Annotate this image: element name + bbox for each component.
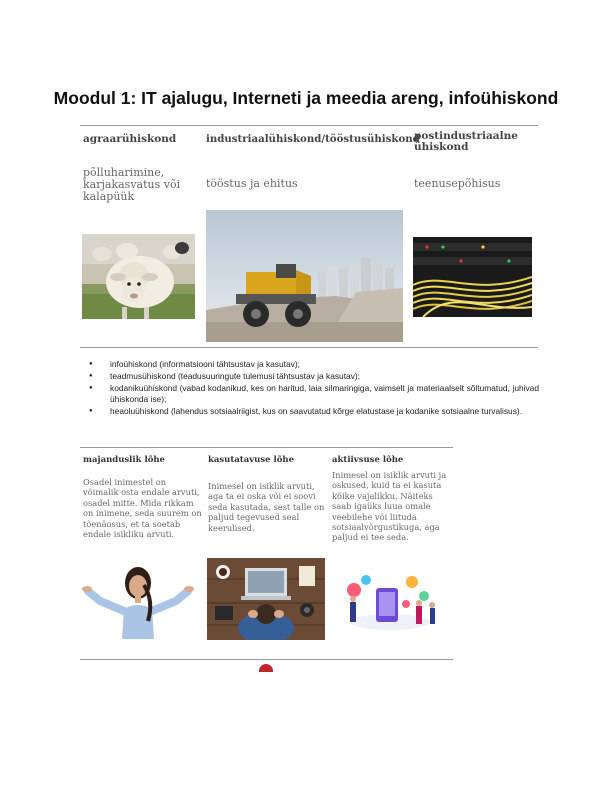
society-text-industrial: tööstus ja ehitus [206, 177, 298, 190]
construction-photo [206, 210, 403, 342]
gap-text-usability: Inimesel on isiklik arvuti, aga ta ei oska või ei soovi seda kasutada, sest talle on paljud tegevused seal keerulised. [208, 481, 325, 533]
page-title: Moodul 1: IT ajalugu, Interneti ja meedia areng, infoühiskond [53, 88, 559, 108]
society-head-industrial: industriaalühiskond/tööstusühiskond [206, 133, 420, 145]
gap-table-top-rule [80, 447, 453, 448]
shrugging-woman-photo [82, 561, 195, 639]
sheep-photo [82, 234, 195, 319]
list-item: ● kodanikuühiskond (vabad kodanikud, kes on haritud, laia silmaringiga, vaimselt ja materiaalselt sõltumatud, juhivad ühiskonda ise); [89, 383, 539, 407]
gap-head-usability: kasutatavuse lõhe [208, 455, 294, 465]
social-network-illustration [332, 562, 448, 639]
red-circle-icon [259, 664, 273, 672]
society-head-agrarian: agraarühiskond [83, 133, 177, 145]
table-bottom-rule [80, 347, 538, 348]
society-types-list [89, 359, 539, 418]
gap-table-bottom-rule [80, 659, 453, 660]
society-head-postindustrial: postindustriaalne ühiskond [414, 130, 518, 153]
gap-text-activity: Inimesel on isiklik arvuti ja oskused, kuid ta ei kasuta kõike vajalikku. Näiteks saab igaüks luua omale veebilehe või liituda sotsiaalvõrgustikuga, aga paljud ei tee seda. [332, 470, 447, 543]
stressed-man-desk-photo [207, 558, 325, 640]
list-item: ● teadmusühiskond (teadusuuringute tulemusi tähtsustav ja kasutav); [89, 371, 539, 383]
gap-head-economic: majanduslik lõhe [83, 455, 165, 465]
list-item: ● infoühiskond (informatsiooni tähtsustav ja kasutav); [89, 359, 539, 371]
table-top-rule [80, 125, 538, 126]
gap-text-economic: Osadel inimestel on võimalik osta endale arvuti, osadel mitte. Mida rikkam on inimene, seda suurem on tõenäosus, et ta soetab endale isikliku arvuti. [83, 477, 202, 540]
gap-head-activity: aktiivsuse lõhe [332, 455, 404, 465]
list-item: ● heaoluühiskond (lahendus sotsiaalriigist, kus on saavutatud kõrge elatustase ja kodanike sotsiaalne turvalisus). [89, 406, 539, 418]
society-text-postindustrial: teenusepõhisus [414, 177, 501, 190]
society-text-agrarian: põlluharimine, karjakasvatus või kalapüük [83, 166, 181, 203]
server-cables-photo [413, 237, 532, 317]
